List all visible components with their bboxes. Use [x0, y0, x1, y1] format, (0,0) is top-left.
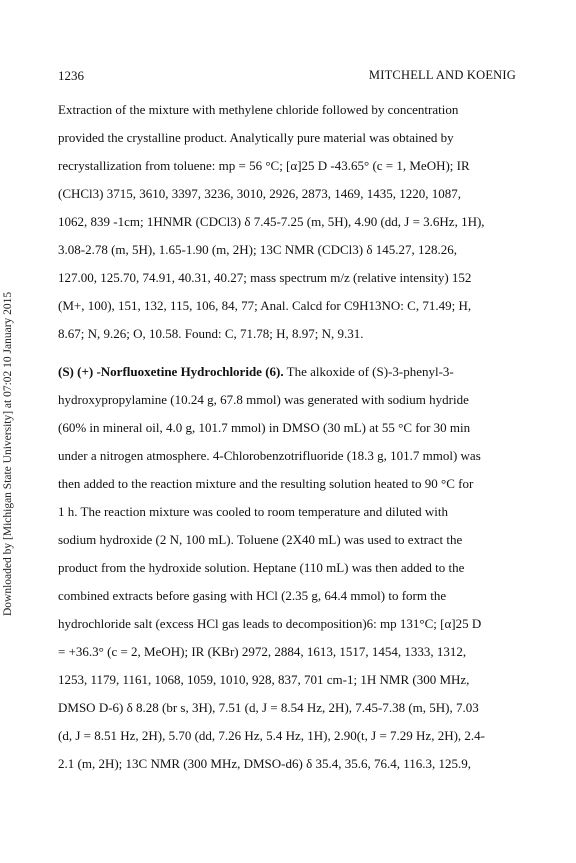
text-line: Extraction of the mixture with methylene chloride followed by concentration: [58, 102, 459, 117]
text-line: recrystallization from toluene: mp = 56 °C; [α]25 D -43.65° (c = 1, MeOH); IR: [58, 158, 470, 173]
running-head: MITCHELL AND KOENIG: [368, 68, 516, 82]
text-line: 3.08-2.78 (m, 5H), 1.65-1.90 (m, 2H); 13C NMR (CDCl3) δ 145.27, 128.26,: [58, 242, 458, 257]
text-line: hydrochloride salt (excess HCl gas leads to decomposition)6: mp 131°C; [α]25 D: [58, 616, 482, 631]
text-line: 2.1 (m, 2H); 13C NMR (300 MHz, DMSO-d6) δ 35.4, 35.6, 76.4, 116.3, 125.9,: [58, 756, 471, 771]
text-line: 127.00, 125.70, 74.91, 40.31, 40.27; mass spectrum m/z (relative intensity) 152: [58, 270, 472, 285]
text-line: combined extracts before gasing with HCl (2.35 g, 64.4 mmol) to form the: [58, 588, 447, 603]
text-line: 8.67; N, 9.26; O, 10.58. Found: C, 71.78; H, 8.97; N, 9.31.: [58, 326, 364, 341]
text-line: 1253, 1179, 1161, 1068, 1059, 1010, 928, 837, 701 cm-1; 1H NMR (300 MHz,: [58, 672, 470, 687]
text-line: (d, J = 8.51 Hz, 2H), 5.70 (dd, 7.26 Hz, 5.4 Hz, 1H), 2.90(t, J = 7.29 Hz, 2H), 2.4-: [58, 728, 485, 743]
paragraph-1: [58, 96, 524, 348]
text-line: hydroxypropylamine (10.24 g, 67.8 mmol) was generated with sodium hydride: [58, 392, 469, 407]
text-line: under a nitrogen atmosphere. 4-Chlorobenzotrifluoride (18.3 g, 101.7 mmol) was: [58, 448, 481, 463]
body-text: [58, 96, 524, 778]
text-line: then added to the reaction mixture and the resulting solution heated to 90 °C for: [58, 476, 474, 491]
heading-continuation: The alkoxide of (S)-3-phenyl-3-: [283, 364, 454, 379]
text-line: provided the crystalline product. Analytically pure material was obtained by: [58, 130, 454, 145]
text-line: 1062, 839 -1cm; 1HNMR (CDCl3) δ 7.45-7.25 (m, 5H), 4.90 (dd, J = 3.6Hz, 1H),: [58, 214, 485, 229]
text-line: product from the hydroxide solution. Heptane (110 mL) was then added to the: [58, 560, 465, 575]
download-watermark: Downloaded by [Michigan State University] at 07:02 10 January 2015: [2, 291, 14, 616]
paragraph-2: [58, 358, 524, 778]
text-line: (60% in mineral oil, 4.0 g, 101.7 mmol) in DMSO (30 mL) at 55 °C for 30 min: [58, 420, 471, 435]
text-line: DMSO D-6) δ 8.28 (br s, 3H), 7.51 (d, J = 8.54 Hz, 2H), 7.45-7.38 (m, 5H), 7.03: [58, 700, 479, 715]
text-line: 1 h. The reaction mixture was cooled to room temperature and diluted with: [58, 504, 449, 519]
text-line: [58, 358, 524, 386]
compound-heading: (S) (+) -Norfluoxetine Hydrochloride (6).: [58, 364, 284, 379]
text-line: sodium hydroxide (2 N, 100 mL). Toluene (2X40 mL) was used to extract the: [58, 532, 463, 547]
text-line: = +36.3° (c = 2, MeOH); IR (KBr) 2972, 2884, 1613, 1517, 1454, 1333, 1312,: [58, 644, 467, 659]
page-number: 1236: [58, 68, 84, 83]
text-line: (M+, 100), 151, 132, 115, 106, 84, 77; Anal. Calcd for C9H13NO: C, 71.49; H,: [58, 298, 472, 313]
text-line: (CHCl3) 3715, 3610, 3397, 3236, 3010, 2926, 2873, 1469, 1435, 1220, 1087,: [58, 186, 461, 201]
